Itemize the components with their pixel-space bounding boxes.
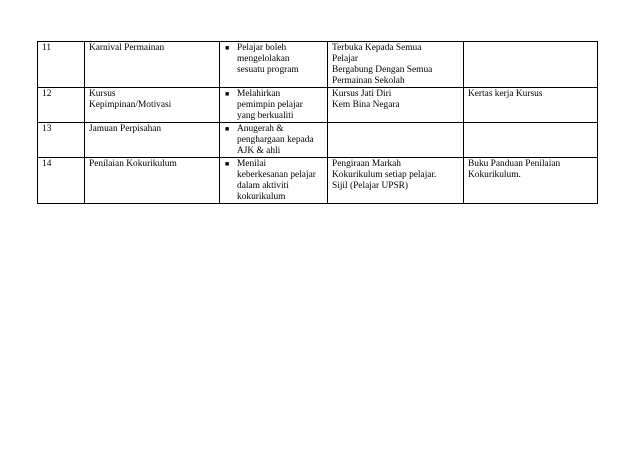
cell-line: Kursus Jati Diri: [332, 89, 392, 99]
table-row: [38, 42, 598, 88]
cell-line: Kokurikulum.: [468, 170, 521, 180]
objective-bullet: [224, 124, 323, 157]
square-bullet-icon: ■: [225, 90, 230, 98]
row-number-cell: [38, 123, 85, 158]
target-cell: [328, 42, 464, 88]
objective-bullet: [224, 89, 323, 122]
objective-cell: [220, 123, 328, 158]
cell-line: penghargaan kepada: [237, 135, 314, 145]
objective-bullet: [224, 43, 323, 76]
row-number: 12: [42, 89, 52, 99]
program-cell: [85, 42, 220, 88]
cell-line: Pelajar: [332, 54, 359, 64]
cell-line: Terbuka Kepada Semua: [332, 43, 422, 53]
cell-line: Karnival Permainan: [89, 43, 165, 53]
program-cell: [85, 158, 220, 204]
cell-line: mengelolakan: [237, 54, 290, 64]
target-cell: [328, 158, 464, 204]
cell-line: kokurikulum: [237, 192, 286, 202]
activity-table: [37, 41, 598, 204]
cell-line: Permainan Sekolah: [332, 76, 405, 86]
remarks-cell: [464, 158, 598, 204]
table-row: [38, 158, 598, 204]
objective-text: [237, 43, 323, 76]
cell-line: pemimpin pelajar: [237, 100, 303, 110]
cell-line: Jamuan Perpisahan: [89, 124, 162, 134]
cell-line: Anugerah &: [237, 124, 284, 134]
remarks-cell: [464, 88, 598, 123]
program-cell: [85, 88, 220, 123]
objective-text: [237, 124, 323, 157]
cell-line: Kepimpinan/Motivasi: [89, 100, 172, 110]
table-row: [38, 123, 598, 158]
cell-line: Penilaian Kokurikulum: [89, 159, 177, 169]
objective-text: [237, 159, 323, 203]
square-bullet-icon: ■: [225, 160, 230, 168]
cell-line: sesuatu program: [237, 65, 299, 75]
cell-line: Pengiraan Markah: [332, 159, 401, 169]
cell-line: Pelajar boleh: [237, 43, 287, 53]
cell-line: Melahirkan: [237, 89, 281, 99]
objective-text: [237, 89, 323, 122]
objective-bullet: [224, 159, 323, 203]
row-number: 14: [42, 159, 52, 169]
cell-line: Bergabung Dengan Semua: [332, 65, 433, 75]
cell-line: keberkesanan pelajar: [237, 170, 316, 180]
objective-cell: [220, 88, 328, 123]
cell-line: Kem Bina Negara: [332, 100, 400, 110]
square-bullet-icon: ■: [225, 125, 230, 133]
remarks-cell: [464, 123, 598, 158]
cell-line: dalam aktiviti: [237, 181, 289, 191]
cell-line: Buku Panduan Penilaian: [468, 159, 561, 169]
target-cell: [328, 123, 464, 158]
table-body: [38, 42, 598, 204]
cell-line: Menilai: [237, 159, 267, 169]
cell-line: Sijil (Pelajar UPSR): [332, 181, 409, 191]
program-cell: [85, 123, 220, 158]
row-number-cell: [38, 88, 85, 123]
objective-cell: [220, 42, 328, 88]
row-number-cell: [38, 158, 85, 204]
remarks-cell: [464, 42, 598, 88]
objective-cell: [220, 158, 328, 204]
cell-line: Kursus: [89, 89, 116, 99]
target-cell: [328, 88, 464, 123]
cell-line: Kertas kerja Kursus: [468, 89, 543, 99]
table-row: [38, 88, 598, 123]
cell-line: yang berkualiti: [237, 111, 294, 121]
row-number: 13: [42, 124, 52, 134]
square-bullet-icon: ■: [225, 44, 230, 52]
cell-line: Kokurikulum setiap pelajar.: [332, 170, 437, 180]
cell-line: AJK & ahli: [237, 146, 281, 156]
row-number-cell: [38, 42, 85, 88]
row-number: 11: [42, 43, 52, 53]
